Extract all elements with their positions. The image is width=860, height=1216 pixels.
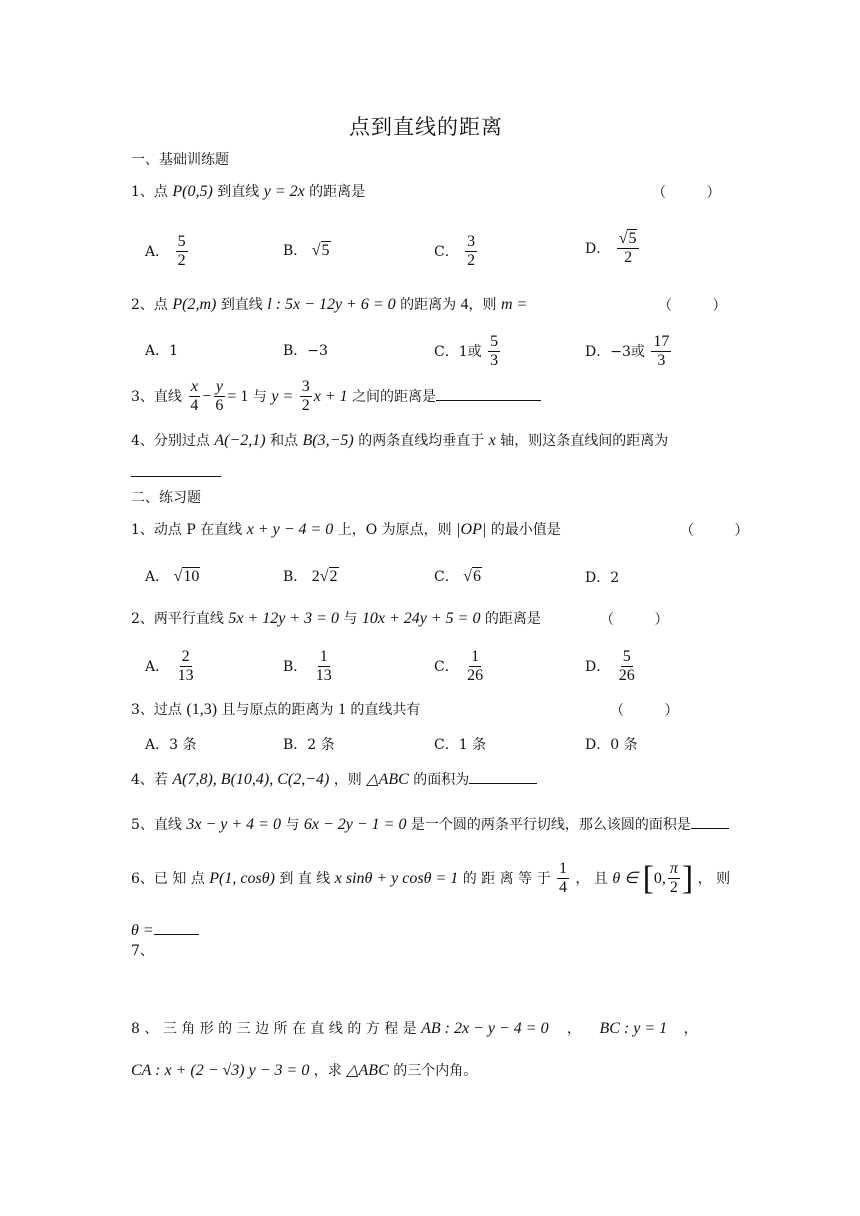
option-b[interactable]: B． 2√2 (283, 568, 338, 585)
question-2-7: 7、 (131, 943, 154, 959)
sqrt: √5 (311, 242, 330, 259)
answer-paren: （ ） (652, 185, 739, 201)
option-b[interactable]: B． $\frac{1}{13}$ (283, 648, 332, 685)
option-c[interactable]: C．1或 $\frac{5}{3}$ (434, 333, 499, 370)
question-2-4: 4、若 A(7,8), B(10,4), C(2,−4) ，则 △ABC 的面积为 (131, 772, 537, 788)
option-a[interactable]: A．1 (145, 343, 179, 359)
answer-paren: （ ） (658, 298, 745, 314)
section-heading-practice: 二、练习题 (131, 490, 201, 506)
option-b[interactable]: B．−3 (283, 343, 328, 359)
answer-blank[interactable] (469, 783, 537, 784)
question-2-2: 2、两平行直线 5x + 12y + 3 = 0 与 10x + 24y + 5 = 0 的距离是 (131, 610, 541, 627)
option-d[interactable]: D．−3或 $\frac{17}{3}$ (585, 333, 670, 370)
fraction: $\frac{3}{2}$ (467, 233, 476, 270)
math-line: y = 2x (263, 183, 305, 200)
option-a[interactable]: A．3 条 (145, 737, 197, 753)
option-a[interactable]: A． $\frac{5}{2}$ (145, 233, 186, 270)
question-2-6: 6、已 知 点 P(1, cosθ) 到 直 线 x sinθ + y cosθ = 1 的 距 离 等 于 $\frac{1}{4}$ ， 且 θ ∈ [0, $\frac{\pi}{2}$ ] ， 则 (131, 859, 731, 897)
math-point: P(0,5) (172, 183, 213, 200)
question-2-3: 3、过点 (1,3) 且与原点的距离为 1 的直线共有 (131, 701, 421, 718)
question-2-8: 8 、 三 角 形 的 三 边 所 在 直 线 的 方 程 是 AB : 2x − y − 4 = 0 ， BC : y = 1 ， (131, 1020, 698, 1037)
question-1-4: 4、分别过点 A(−2,1) 和点 B(3,−5) 的两条直线均垂直于 x 轴，则这条直线间的距离为 (131, 432, 669, 449)
answer-blank[interactable] (691, 828, 729, 829)
option-d[interactable]: D． $\frac{√5}{2}$ (585, 230, 641, 268)
answer-paren: （ ） (600, 612, 687, 628)
answer-blank[interactable] (436, 400, 541, 401)
question-1-2: 2、点 P(2,m) 到直线 l : 5x − 12y + 6 = 0 的距离为 4，则 m = (131, 296, 528, 313)
option-d[interactable]: D．2 (585, 570, 620, 586)
option-d[interactable]: D．0 条 (585, 737, 638, 753)
page-title: 点到直线的距离 (349, 115, 503, 139)
option-c[interactable]: C． $\frac{1}{26}$ (434, 648, 484, 685)
answer-paren: （ ） (680, 523, 767, 539)
answer-paren: （ ） (610, 703, 697, 719)
answer-blank[interactable] (154, 934, 199, 935)
question-2-5: 5、直线 3x − y + 4 = 0 与 6x − 2y − 1 = 0 是一个圆的两条平行切线，那么该圆的面积是 (131, 817, 729, 833)
section-heading-basic: 一、基础训练题 (131, 152, 229, 168)
option-c[interactable]: C． $\frac{3}{2}$ (434, 233, 476, 270)
question-2-8-line2: CA : x + (2 − √3) y − 3 = 0 ，求 △ABC 的三个内角。 (131, 1062, 478, 1079)
option-a[interactable]: A． $\frac{2}{13}$ (145, 648, 194, 685)
question-2-6-answer: θ = (131, 923, 199, 939)
option-b[interactable]: B．2 条 (283, 737, 335, 753)
option-a[interactable]: A． √10 (145, 568, 200, 585)
fraction: $\frac{5}{2}$ (177, 233, 186, 270)
question-1-3: 3、直线 $\frac{x}{4}$ − $\frac{y}{6}$ = 1 与 y = $\frac{3}{2}$ x + 1 之间的距离是 (131, 378, 541, 416)
answer-blank[interactable] (131, 466, 221, 480)
fraction: $\frac{√5}{2}$ (617, 230, 640, 268)
option-d[interactable]: D． $\frac{5}{26}$ (585, 648, 635, 685)
option-c[interactable]: C．1 条 (434, 737, 487, 753)
option-b[interactable]: B． √5 (283, 242, 330, 259)
question-1-1: 1、点 P(0,5) 到直线 y = 2x 的距离是 (131, 183, 366, 200)
question-2-1: 1、动点 P 在直线 x + y − 4 = 0 上，O 为原点，则 |OP| 的最小值是 (131, 521, 561, 538)
option-c[interactable]: C． √6 (434, 568, 481, 585)
